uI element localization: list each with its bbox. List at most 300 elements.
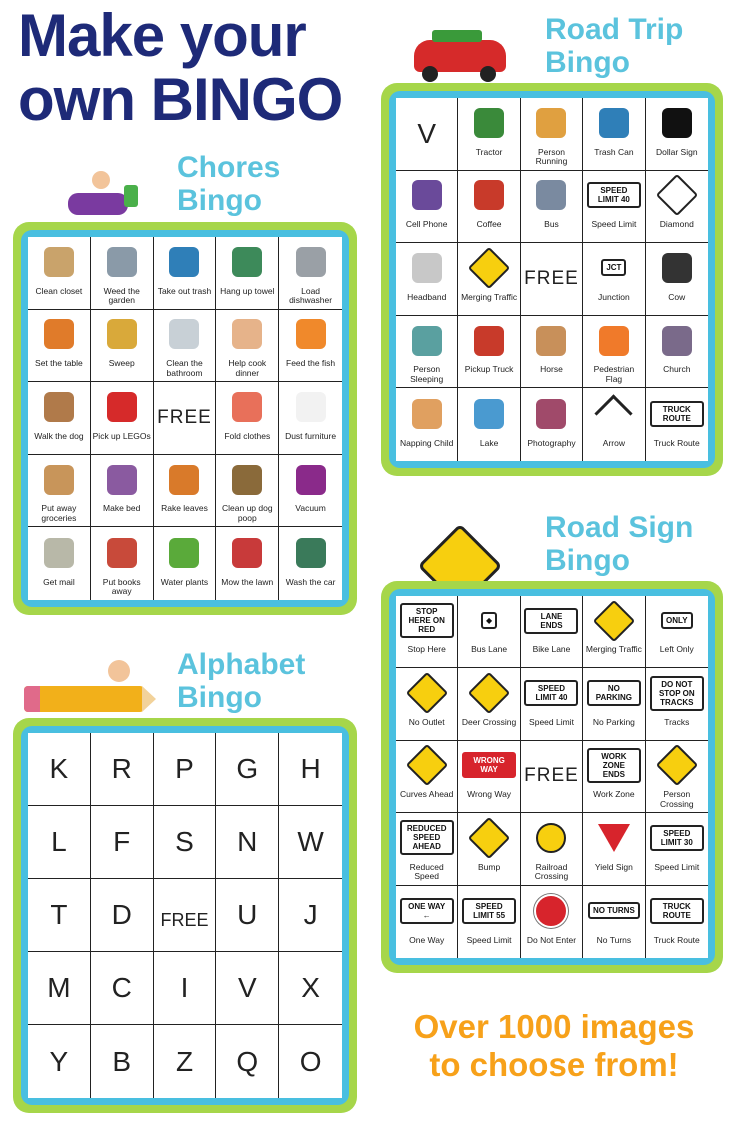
cell-label: Wash the car: [285, 576, 336, 587]
bingo-cell[interactable]: [458, 668, 520, 740]
chores-title: [177, 151, 280, 217]
cell-letter: M: [47, 972, 71, 1003]
picture-swatch: [536, 326, 566, 356]
bingo-cell[interactable]: [154, 1025, 217, 1098]
road-trip-title-line1: Road Trip: [545, 13, 684, 46]
cell-label: Wrong Way: [467, 789, 512, 800]
cell-letter: P: [175, 753, 194, 784]
cell-letter: L: [51, 826, 67, 857]
watering-can-icon: [154, 527, 216, 578]
bingo-cell[interactable]: [279, 310, 342, 383]
bingo-cell[interactable]: [91, 733, 154, 806]
bingo-cell[interactable]: [216, 952, 279, 1025]
sign-text: SPEED LIMIT 55: [462, 898, 516, 924]
chef-icon: [216, 310, 278, 360]
bingo-cell[interactable]: [216, 310, 279, 383]
diamond-shape: [405, 672, 447, 714]
cell-label: Stop Here: [407, 644, 446, 655]
cell-label: Water plants: [160, 576, 209, 587]
chores-title-line1: Chores: [177, 151, 281, 184]
bingo-cell[interactable]: [458, 98, 520, 171]
bingo-cell[interactable]: [279, 1025, 342, 1098]
sign-text: SPEED LIMIT 30: [650, 825, 704, 851]
cell-label: Get mail: [43, 576, 75, 587]
reduced-speed-sign-icon: [396, 813, 457, 862]
bingo-cell[interactable]: [646, 813, 708, 885]
bingo-cell[interactable]: [583, 813, 645, 885]
bingo-cell[interactable]: [646, 171, 708, 244]
cell-letter: Z: [175, 1045, 194, 1077]
bingo-cell[interactable]: [91, 952, 154, 1025]
diamond-icon: [646, 171, 708, 221]
bingo-cell[interactable]: [216, 1025, 279, 1098]
bingo-cell[interactable]: [396, 813, 458, 885]
bingo-cell[interactable]: [646, 388, 708, 461]
title-line-1: Make your: [18, 2, 306, 69]
diamond-shape: [593, 599, 635, 641]
road-trip-title: [545, 13, 683, 79]
cell-letter: B: [112, 1045, 132, 1077]
sign-text: JCT: [601, 259, 626, 276]
poop-icon: [216, 455, 278, 505]
bingo-cell[interactable]: [521, 596, 583, 668]
free-space: FREE: [524, 765, 579, 787]
bingo-cell[interactable]: [583, 668, 645, 740]
bingo-cell[interactable]: [279, 733, 342, 806]
sign-text: LANE ENDS: [524, 608, 578, 634]
cell-label: Speed Limit: [466, 935, 512, 945]
chores-card: [13, 222, 357, 615]
picture-swatch: [296, 465, 326, 495]
cell-label: Diamond: [659, 219, 694, 230]
cow-icon: [646, 243, 708, 293]
bingo-cell[interactable]: [583, 388, 645, 461]
bingo-cell[interactable]: [396, 243, 458, 316]
cell-label: Headband: [407, 291, 447, 302]
road-sign-title-line1: Road Sign: [545, 511, 694, 544]
picture-swatch: [44, 319, 74, 349]
road-sign-title-line2: Bingo: [545, 544, 630, 577]
cell-label: No Parking: [592, 716, 635, 727]
cell-label: Lake: [479, 437, 499, 448]
road-trip-grid: [396, 98, 708, 461]
bingo-cell[interactable]: [154, 382, 217, 455]
bingo-cell[interactable]: [646, 886, 708, 958]
bingo-cell[interactable]: [279, 806, 342, 879]
duster-icon: [279, 382, 342, 432]
bingo-cell[interactable]: [28, 733, 91, 806]
cell-label: No Outlet: [408, 716, 445, 727]
bingo-cell[interactable]: [216, 455, 279, 528]
chores-illustration: [60, 165, 150, 223]
bingo-cell[interactable]: [583, 243, 645, 316]
bingo-cell[interactable]: [216, 733, 279, 806]
sign-text: SPEED LIMIT 40: [587, 182, 641, 208]
arrow-shape: [595, 395, 633, 433]
bingo-cell[interactable]: [396, 388, 458, 461]
cell-label: Speed Limit: [529, 716, 574, 727]
bingo-cell[interactable]: [396, 886, 458, 958]
free-space: FREE: [524, 267, 579, 289]
cell-letter: O: [299, 1045, 322, 1077]
bingo-cell[interactable]: [521, 388, 583, 461]
sign-text: DO NOT STOP ON TRACKS: [650, 676, 704, 711]
bingo-cell[interactable]: [458, 596, 520, 668]
picture-swatch: [296, 319, 326, 349]
bingo-cell[interactable]: [91, 1025, 154, 1098]
bingo-cell[interactable]: [28, 879, 91, 952]
arrow-icon: [583, 388, 644, 439]
sign-text: TRUCK ROUTE: [650, 898, 704, 924]
church-icon: [646, 316, 708, 366]
bingo-cell[interactable]: [646, 668, 708, 740]
cell-letter: K: [49, 753, 69, 784]
cell-label: Church: [663, 364, 691, 375]
picture-swatch: [232, 247, 262, 277]
cell-label: Bus Lane: [471, 644, 508, 655]
bingo-cell[interactable]: [583, 316, 645, 389]
cell-label: Person Sleeping: [410, 364, 444, 384]
diamond-shape: [468, 672, 510, 714]
speed-limit-sign-icon: [458, 886, 519, 936]
cell-letter: Q: [236, 1045, 259, 1077]
bingo-cell[interactable]: [154, 806, 217, 879]
bingo-cell[interactable]: [154, 455, 217, 528]
footer-line1: Over 1000 images: [413, 1008, 695, 1045]
bingo-cell[interactable]: [646, 316, 708, 389]
cell-letter: X: [301, 972, 320, 1003]
merge-sign-icon: [583, 596, 644, 645]
picture-swatch: [169, 319, 199, 349]
bingo-cell[interactable]: [396, 668, 458, 740]
chores-grid: [28, 237, 342, 600]
bingo-cell[interactable]: [458, 813, 520, 885]
cell-label: Vacuum: [295, 503, 326, 514]
picture-swatch: [412, 326, 442, 356]
cell-label: Clean closet: [35, 285, 83, 296]
bingo-cell[interactable]: [91, 455, 154, 528]
runner-icon: [521, 98, 582, 148]
cell-letter: U: [237, 899, 258, 930]
junction-sign-icon: [583, 243, 644, 293]
yield-sign-icon: [583, 813, 644, 862]
bingo-cell[interactable]: [396, 741, 458, 813]
cell-label: Dollar Sign: [656, 146, 698, 157]
cell-label: Tracks: [664, 716, 690, 727]
books-icon: [91, 527, 153, 578]
cell-label: Coffee: [476, 219, 502, 230]
speed-limit-sign-icon: [583, 171, 644, 221]
bingo-cell[interactable]: [646, 741, 708, 813]
stop-here-sign-icon: [396, 596, 457, 645]
diamond-shape: [405, 744, 447, 786]
bingo-cell[interactable]: [583, 171, 645, 244]
picture-swatch: [536, 108, 566, 138]
lake-icon: [458, 388, 519, 439]
bingo-cell[interactable]: [458, 388, 520, 461]
bingo-cell[interactable]: [154, 527, 217, 600]
sleeping-person-icon: [396, 316, 457, 366]
picture-swatch: [474, 326, 504, 356]
bingo-cell[interactable]: [28, 806, 91, 879]
picture-swatch: [296, 392, 326, 422]
cell-label: Clean up dog poop: [222, 503, 273, 523]
cell-label: Pickup Truck: [464, 364, 514, 375]
cell-label: Pedestrian Flag: [593, 364, 635, 384]
cell-label: Railroad Crossing: [534, 861, 569, 882]
bingo-cell[interactable]: [521, 668, 583, 740]
bingo-cell[interactable]: [28, 952, 91, 1025]
picture-swatch: [662, 326, 692, 356]
leaves-icon: [154, 455, 216, 505]
bingo-cell[interactable]: [583, 98, 645, 171]
free-space: FREE: [157, 406, 212, 428]
cell-label: Yield Sign: [594, 861, 633, 872]
sign-text: STOP HERE ON RED: [400, 603, 454, 638]
flag-icon: [583, 316, 644, 366]
bingo-cell[interactable]: [154, 733, 217, 806]
bingo-cell[interactable]: [521, 316, 583, 389]
picture-swatch: [107, 319, 137, 349]
diamond-shape: [468, 247, 510, 289]
cell-label: Napping Child: [399, 437, 454, 448]
picture-swatch: [599, 326, 629, 356]
bingo-cell[interactable]: [458, 886, 520, 958]
bingo-cell[interactable]: [28, 310, 91, 383]
work-zone-sign-icon: [583, 741, 644, 790]
bingo-cell[interactable]: [396, 171, 458, 244]
headband-icon: [396, 243, 457, 293]
left-only-sign-icon: [646, 596, 708, 645]
sign-text: TRUCK ROUTE: [650, 401, 704, 427]
bingo-cell[interactable]: [279, 455, 342, 528]
car-icon: [279, 527, 342, 578]
vacuum-icon: [279, 455, 342, 505]
cell-label: Clean the bathroom: [166, 358, 203, 378]
bingo-cell[interactable]: [458, 741, 520, 813]
cell-label: Bump: [477, 861, 501, 872]
bingo-cell[interactable]: [521, 243, 583, 316]
lawn-mower-icon: [216, 527, 278, 578]
bingo-cell[interactable]: [583, 596, 645, 668]
cell-label: Reduced Speed: [409, 861, 444, 882]
bingo-cell[interactable]: [91, 382, 154, 455]
cell-label: Weed the garden: [103, 285, 140, 306]
alphabet-title: [177, 648, 305, 714]
footer-line2: to choose from!: [429, 1046, 679, 1083]
cell-label: Cell Phone: [405, 219, 448, 230]
bingo-cell[interactable]: [646, 98, 708, 171]
cell-label: Sweep: [108, 358, 135, 369]
bingo-cell[interactable]: [279, 237, 342, 310]
bingo-cell[interactable]: [521, 98, 583, 171]
sign-text: SPEED LIMIT 40: [524, 680, 578, 706]
picture-swatch: [474, 399, 504, 429]
cell-label: Work Zone: [593, 789, 635, 800]
cell-label: Load dishwasher: [289, 285, 333, 306]
cell-label: Photography: [527, 437, 576, 448]
cell-label: Put away groceries: [41, 503, 77, 523]
bingo-cell[interactable]: [646, 596, 708, 668]
bingo-cell[interactable]: [216, 806, 279, 879]
cell-label: Bike Lane: [532, 644, 571, 655]
bingo-cell[interactable]: [396, 316, 458, 389]
cell-letter: D: [111, 899, 132, 930]
cell-label: Person Running: [535, 146, 568, 167]
bingo-cell[interactable]: [458, 171, 520, 244]
sign-text: ONLY: [661, 612, 693, 629]
bingo-cell[interactable]: [216, 527, 279, 600]
page-title: [18, 4, 368, 132]
cell-label: Left Only: [659, 644, 694, 655]
bingo-cell[interactable]: [154, 879, 217, 952]
title-line-2: own BINGO: [18, 66, 343, 133]
sign-text: ONE WAY ←: [400, 898, 454, 924]
cell-label: Fold clothes: [224, 430, 271, 441]
bingo-cell[interactable]: [583, 886, 645, 958]
bingo-cell[interactable]: [279, 879, 342, 952]
bingo-cell[interactable]: [279, 382, 342, 455]
circle-shape: [536, 823, 566, 853]
bingo-cell[interactable]: [91, 806, 154, 879]
bingo-cell[interactable]: [91, 527, 154, 600]
bingo-cell[interactable]: [279, 527, 342, 600]
diamond-shape: [468, 817, 510, 859]
pencil-illustration: [24, 656, 156, 718]
bingo-cell[interactable]: [216, 879, 279, 952]
cell-label: Tractor: [475, 146, 503, 157]
chores-title-line2: Bingo: [177, 184, 262, 217]
dog-icon: [28, 382, 90, 432]
cell-label: Arrow: [602, 437, 625, 448]
cell-letter: W: [297, 826, 324, 857]
person-crossing-sign-icon: [646, 741, 708, 790]
cell-label: Dust furniture: [285, 430, 337, 441]
bingo-cell[interactable]: [458, 243, 520, 316]
free-space: FREE: [160, 909, 209, 930]
bingo-cell[interactable]: [521, 813, 583, 885]
bingo-cell[interactable]: [646, 243, 708, 316]
picture-swatch: [296, 247, 326, 277]
road-sign-card: [381, 581, 723, 973]
bingo-cell[interactable]: [154, 237, 217, 310]
bingo-cell[interactable]: [521, 171, 583, 244]
dishwasher-icon: [279, 237, 342, 287]
cell-label: Feed the fish: [286, 358, 336, 369]
cell-label: Do Not Enter: [526, 935, 577, 945]
bingo-cell[interactable]: [154, 310, 217, 383]
towel-icon: [216, 237, 278, 287]
bingo-cell[interactable]: [28, 1025, 91, 1098]
picture-swatch: [662, 253, 692, 283]
cell-label: Deer Crossing: [461, 716, 517, 727]
picture-swatch: [169, 538, 199, 568]
bingo-cell[interactable]: [28, 237, 91, 310]
mail-icon: [28, 527, 90, 578]
bingo-cell[interactable]: [28, 527, 91, 600]
plate-icon: [28, 310, 90, 360]
cell-label: Merging Traffic: [585, 644, 642, 655]
sign-text: WORK ZONE ENDS: [587, 748, 641, 783]
road-trip-title-line2: Bingo: [545, 46, 630, 79]
bike-lane-sign-icon: [521, 596, 582, 645]
no-parking-sign-icon: [583, 668, 644, 717]
picture-swatch: [44, 247, 74, 277]
picture-swatch: [107, 538, 137, 568]
trash-can-icon: [583, 98, 644, 148]
cell-label: Make bed: [103, 503, 141, 514]
speed-limit-sign-icon: [521, 668, 582, 717]
dollar-sign-icon: [646, 98, 708, 148]
cell-label: Trash Can: [594, 146, 634, 157]
bingo-cell[interactable]: [154, 952, 217, 1025]
cell-letter: Y: [49, 1045, 69, 1077]
bingo-cell[interactable]: [28, 455, 91, 528]
bingo-cell[interactable]: [396, 98, 458, 171]
cell-letter: J: [303, 899, 318, 930]
cell-label: Junction: [598, 291, 630, 302]
no-outlet-sign-icon: [396, 668, 457, 717]
road-trip-card: [381, 83, 723, 476]
bus-icon: [521, 171, 582, 221]
picture-swatch: [474, 180, 504, 210]
cell-label: Merging Traffic: [461, 291, 518, 302]
bingo-cell[interactable]: [28, 382, 91, 455]
picture-swatch: [412, 180, 442, 210]
alphabet-grid: [28, 733, 342, 1098]
cell-label: One Way: [409, 935, 445, 945]
bingo-cell[interactable]: [279, 952, 342, 1025]
sign-text: NO TURNS: [588, 902, 640, 919]
cell-label: Put books away: [102, 576, 141, 597]
alphabet-title-line1: Alphabet: [177, 648, 306, 681]
cell-label: Horse: [540, 364, 563, 375]
picture-swatch: [169, 465, 199, 495]
bingo-cell[interactable]: [458, 316, 520, 389]
bingo-cell[interactable]: [521, 741, 583, 813]
cell-label: Speed Limit: [591, 219, 637, 230]
cell-label: No Turns: [596, 935, 632, 945]
picture-swatch: [44, 538, 74, 568]
bingo-cell[interactable]: [91, 879, 154, 952]
bed-icon: [91, 455, 153, 505]
pickup-truck-icon: [458, 316, 519, 366]
bingo-cell[interactable]: [91, 310, 154, 383]
deer-crossing-sign-icon: [458, 668, 519, 717]
picture-swatch: [232, 538, 262, 568]
wrong-way-sign-icon: [458, 741, 519, 790]
bingo-cell[interactable]: [216, 382, 279, 455]
cell-letter: N: [237, 826, 258, 857]
picture-swatch: [412, 399, 442, 429]
closet-icon: [28, 237, 90, 287]
diamond-shape: [656, 744, 698, 786]
bingo-cell[interactable]: [583, 741, 645, 813]
cell-label: Curves Ahead: [399, 789, 454, 800]
bingo-cell[interactable]: [521, 886, 583, 958]
diamond-shape: [656, 174, 698, 216]
picture-swatch: [107, 465, 137, 495]
bingo-cell[interactable]: [396, 596, 458, 668]
cell-letter: I: [180, 972, 189, 1003]
bingo-cell[interactable]: [216, 237, 279, 310]
trash-can-icon: [154, 237, 216, 287]
tracks-sign-icon: [646, 668, 708, 717]
truck-route-sign-icon: [646, 388, 708, 439]
lego-icon: [91, 382, 153, 432]
bingo-cell[interactable]: [91, 237, 154, 310]
fish-icon: [279, 310, 342, 360]
